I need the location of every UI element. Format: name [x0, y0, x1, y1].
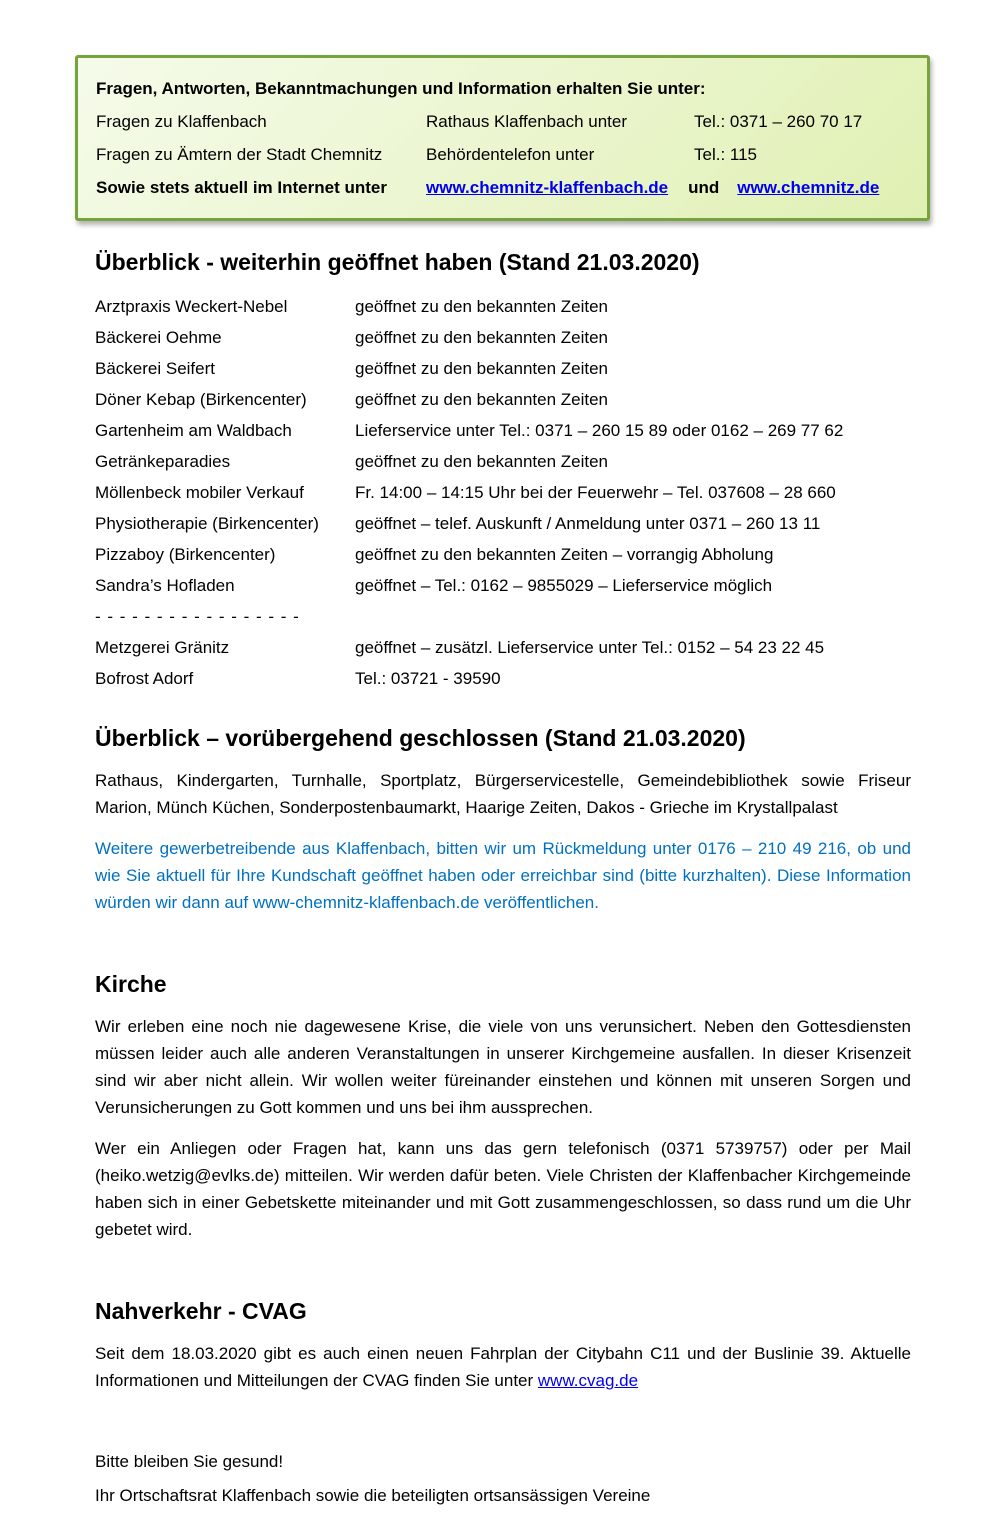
link-chemnitz[interactable]: www.chemnitz.de [737, 178, 880, 197]
contact-info-box [75, 55, 930, 221]
spacer [95, 694, 911, 724]
open-entry-row [95, 570, 911, 601]
business-name: Möllenbeck mobiler Verkauf [95, 483, 304, 502]
closed-section-title: Überblick – vorübergehend geschlossen (Stand 21.03.2020) [95, 725, 746, 751]
kirche-paragraph-1: Wir erleben eine noch nie dagewesene Krise, die viele von uns verunsichert. Neben den Gottesdiensten müssen leider auch alle anderen Veranstaltungen in unserer Kirchgemeine ausfallen. In dieser Krisenzeit sind wir aber nicht allein. Wir wollen weiter füreinander einstehen und können mit unseren Sorgen und Verunsicherungen zu Gott kommen und uns bei ihm aussprechen. [95, 1017, 911, 1117]
info-box-title: Fragen, Antworten, Bekanntmachungen und Information erhalten Sie unter: [96, 79, 706, 98]
business-name: Bofrost Adorf [95, 669, 194, 688]
link-chemnitz-klaffenbach[interactable]: www.chemnitz-klaffenbach.de [426, 178, 669, 197]
business-status: Lieferservice unter Tel.: 0371 – 260 15 89 oder 0162 – 269 77 62 [355, 421, 844, 440]
spacer [95, 930, 911, 970]
internet-line [96, 171, 909, 204]
business-status: geöffnet zu den bekannten Zeiten [355, 452, 608, 471]
spacer [95, 1257, 911, 1297]
open-entry-row [95, 291, 911, 322]
info-topic: Fragen zu Klaffenbach [96, 112, 267, 131]
main-content [95, 248, 911, 1516]
business-name: Gartenheim am Waldbach [95, 421, 292, 440]
nahverkehr-paragraph [95, 1340, 911, 1394]
open-entry-row [95, 384, 911, 415]
open-entry-row [95, 508, 911, 539]
business-name: Döner Kebap (Birkencenter) [95, 390, 307, 409]
open-entry-row [95, 322, 911, 353]
closing-line-2: Ihr Ortschaftsrat Klaffenbach sowie die beteiligten ortsansässigen Vereine [95, 1486, 651, 1505]
nahverkehr-text: Seit dem 18.03.2020 gibt es auch einen neuen Fahrplan der Citybahn C11 und der Buslinie 39. Aktuelle Informationen und Mitteilungen der CVAG finden Sie unter [95, 1344, 911, 1390]
business-status: geöffnet zu den bekannten Zeiten [355, 390, 608, 409]
business-name: Sandra’s Hofladen [95, 576, 235, 595]
business-status: geöffnet zu den bekannten Zeiten – vorrangig Abholung [355, 545, 774, 564]
info-place: Rathaus Klaffenbach unter [426, 112, 627, 131]
business-status: geöffnet zu den bekannten Zeiten [355, 359, 608, 378]
open-entry-row [95, 632, 911, 663]
internet-prefix: Sowie stets aktuell im Internet unter [96, 178, 387, 197]
business-name: Bäckerei Seifert [95, 359, 215, 378]
business-status: geöffnet zu den bekannten Zeiten [355, 328, 608, 347]
closing-line-1: Bitte bleiben Sie gesund! [95, 1452, 284, 1471]
info-tel: Tel.: 0371 – 260 70 17 [694, 112, 863, 131]
business-status: geöffnet – telef. Auskunft / Anmeldung unter 0371 – 260 13 11 [355, 514, 821, 533]
open-section-title: Überblick - weiterhin geöffnet haben (Stand 21.03.2020) [95, 249, 700, 275]
business-status: geöffnet – Tel.: 0162 – 9855029 – Lieferservice möglich [355, 576, 773, 595]
nahverkehr-section-title: Nahverkehr - CVAG [95, 1298, 307, 1324]
business-name: Metzgerei Gränitz [95, 638, 230, 657]
closed-businesses-paragraph: Rathaus, Kindergarten, Turnhalle, Sportplatz, Bürgerservicestelle, Gemeindebibliothek sowie Friseur Marion, Münch Küchen, Sonderpostenbaumarkt, Haarige Zeiten, Dakos - Grieche im Krystallpalast [95, 771, 911, 817]
kirche-paragraph-2: Wer ein Anliegen oder Fragen hat, kann uns das gern telefonisch (0371 5739757) oder per Mail (heiko.wetzig@evlks.de) mitteilen. Wir werden dafür beten. Viele Christen der Klaffenbacher Kirchgemeinde haben sich in einer Gebetskette miteinander und mit Gott zusammengeschlossen, so dass rund um die Uhr gebetet wird. [95, 1139, 911, 1239]
info-place: Behördentelefon unter [426, 145, 595, 164]
business-name: Physiotherapie (Birkencenter) [95, 514, 319, 533]
open-entry-row [95, 415, 911, 446]
open-entry-row [95, 663, 911, 694]
open-entry-row [95, 353, 911, 384]
spacer [95, 1408, 911, 1448]
business-name: Pizzaboy (Birkencenter) [95, 545, 276, 564]
business-name: Getränkeparadies [95, 452, 231, 471]
info-topic: Fragen zu Ämtern der Stadt Chemnitz [96, 145, 383, 164]
business-name: Bäckerei Oehme [95, 328, 222, 347]
business-status: geöffnet zu den bekannten Zeiten [355, 297, 608, 316]
kirche-section-title: Kirche [95, 971, 167, 997]
business-name: Arztpraxis Weckert-Nebel [95, 297, 288, 316]
open-entry-row [95, 539, 911, 570]
info-tel: Tel.: 115 [694, 145, 758, 164]
info-row-klaffenbach [96, 105, 909, 138]
link-cvag[interactable]: www.cvag.de [537, 1371, 639, 1390]
info-row-chemnitz [96, 138, 909, 171]
feedback-notice-paragraph: Weitere gewerbetreibende aus Klaffenbach, bitten wir um Rückmeldung unter 0176 – 210 49 216, ob und wie Sie aktuell für Ihre Kundschaft geöffnet haben oder erreichbar sind (bitte kurzhalten). Diese Information würden wir dann auf www-chemnitz-klaffenbach.de veröffentlichen. [95, 839, 911, 912]
business-status: Fr. 14:00 – 14:15 Uhr bei der Feuerwehr – Tel. 037608 – 28 660 [355, 483, 836, 502]
open-entry-row [95, 446, 911, 477]
open-entry-row [95, 477, 911, 508]
internet-conjunction: und [688, 178, 720, 197]
business-status: geöffnet – zusätzl. Lieferservice unter Tel.: 0152 – 54 23 22 45 [355, 638, 825, 657]
dashed-separator: - - - - - - - - - - - - - - - - - [95, 607, 300, 626]
business-status: Tel.: 03721 - 39590 [355, 669, 501, 688]
